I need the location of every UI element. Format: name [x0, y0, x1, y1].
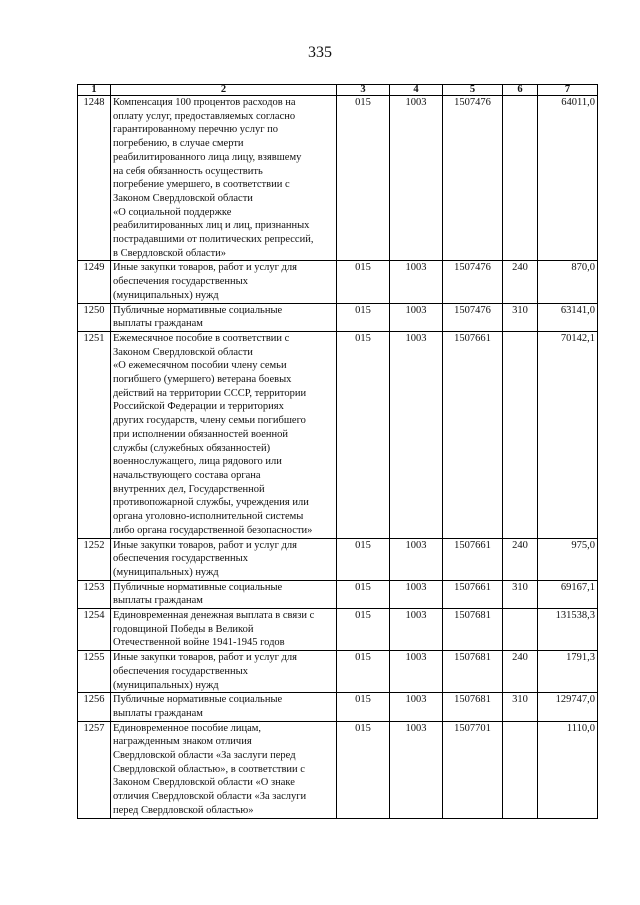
row-number-cell: 1249: [78, 261, 111, 303]
row-name-line: на себя обязанность осуществить: [113, 165, 263, 177]
row-name-line: военнослужащего, лица рядового или: [113, 456, 282, 468]
row-name-cell: [111, 693, 337, 721]
row-amount-cell: 129747,0: [538, 693, 598, 721]
row-col3-cell: 015: [337, 261, 390, 303]
row-name-line: Иные закупки товаров, работ и услуг для: [113, 262, 297, 274]
row-name-line: Свердловской области «За заслуги перед: [113, 750, 296, 762]
table-row: [78, 538, 598, 580]
row-amount-cell: 1110,0: [538, 721, 598, 818]
row-name-cell: [111, 538, 337, 580]
row-col4-cell: 1003: [390, 580, 443, 608]
row-name-cell: [111, 96, 337, 261]
row-name-line: в Свердловской области»: [113, 247, 227, 259]
row-name-line: реабилитированных лиц и лиц, признанных: [113, 220, 310, 232]
row-col5-cell: 1507476: [443, 261, 503, 303]
row-col4-cell: 1003: [390, 303, 443, 331]
row-name-line: либо органа государственной безопасности»: [113, 524, 313, 536]
row-number-cell: 1254: [78, 609, 111, 651]
row-name-line: (муниципальных) нужд: [113, 289, 219, 301]
row-col4-cell: 1003: [390, 331, 443, 538]
row-name-line: Единовременное пособие лицам,: [113, 722, 262, 734]
row-name-line: действий на территории СССР, территории: [113, 387, 307, 399]
row-col3-cell: 015: [337, 693, 390, 721]
row-name-cell: [111, 261, 337, 303]
row-name-line: награжденным знаком отличия: [113, 736, 252, 748]
row-col5-cell: 1507476: [443, 96, 503, 261]
row-name-line: Публичные нормативные социальные: [113, 304, 283, 316]
row-col5-cell: 1507681: [443, 693, 503, 721]
row-name-line: службы (служебных обязанностей): [113, 442, 271, 454]
row-name-line: реабилитированного лица лицу, взявшему: [113, 151, 302, 163]
row-col4-cell: 1003: [390, 96, 443, 261]
page-number: 335: [308, 44, 332, 61]
row-name-line: погребение умершего, в соответствии с: [113, 179, 290, 191]
row-name-line: гарантированному перечню услуг по: [113, 124, 278, 136]
row-col5-cell: 1507661: [443, 331, 503, 538]
row-name-line: оплату услуг, предоставляемых согласно: [113, 110, 296, 122]
table-row: [78, 96, 598, 261]
header-col-5: 5: [443, 85, 503, 96]
row-amount-cell: 131538,3: [538, 609, 598, 651]
header-col-6: 6: [503, 85, 538, 96]
row-name-line: выплаты гражданам: [113, 595, 203, 607]
row-name-line: (муниципальных) нужд: [113, 566, 219, 578]
row-col5-cell: 1507476: [443, 303, 503, 331]
row-name-line: погибшего (умершего) ветерана боевых: [113, 374, 292, 386]
row-col4-cell: 1003: [390, 261, 443, 303]
row-name-line: Иные закупки товаров, работ и услуг для: [113, 652, 297, 664]
row-name-line: Публичные нормативные социальные: [113, 694, 283, 706]
table-row: [78, 651, 598, 693]
row-col6-cell: [503, 331, 538, 538]
row-number-cell: 1251: [78, 331, 111, 538]
row-name-cell: [111, 721, 337, 818]
row-col3-cell: 015: [337, 651, 390, 693]
row-col4-cell: 1003: [390, 651, 443, 693]
row-col4-cell: 1003: [390, 721, 443, 818]
row-name-cell: [111, 303, 337, 331]
row-col5-cell: 1507701: [443, 721, 503, 818]
row-name-line: Законом Свердловской области «О знаке: [113, 777, 295, 789]
row-number-cell: 1257: [78, 721, 111, 818]
row-number-cell: 1252: [78, 538, 111, 580]
row-col3-cell: 015: [337, 609, 390, 651]
row-name-line: Ежемесячное пособие в соответствии с: [113, 332, 290, 344]
header-col-1: 1: [78, 85, 111, 96]
row-col3-cell: 015: [337, 538, 390, 580]
header-col-2: 2: [111, 85, 337, 96]
row-name-line: обеспечения государственных: [113, 276, 248, 288]
row-col4-cell: 1003: [390, 693, 443, 721]
row-name-line: Компенсация 100 процентов расходов на: [113, 97, 296, 108]
row-col3-cell: 015: [337, 580, 390, 608]
row-col6-cell: 310: [503, 693, 538, 721]
row-amount-cell: 975,0: [538, 538, 598, 580]
row-amount-cell: 870,0: [538, 261, 598, 303]
row-col6-cell: [503, 96, 538, 261]
table-row: [78, 261, 598, 303]
row-name-line: выплаты гражданам: [113, 318, 203, 330]
row-col6-cell: 240: [503, 651, 538, 693]
table-row: [78, 609, 598, 651]
row-col6-cell: [503, 721, 538, 818]
row-name-line: Законом Свердловской области: [113, 192, 253, 204]
row-number-cell: 1255: [78, 651, 111, 693]
row-amount-cell: 1791,3: [538, 651, 598, 693]
table-row: [78, 303, 598, 331]
row-amount-cell: 64011,0: [538, 96, 598, 261]
row-col4-cell: 1003: [390, 538, 443, 580]
table-row: [78, 580, 598, 608]
row-name-line: Публичные нормативные социальные: [113, 581, 283, 593]
row-name-line: отличия Свердловской области «За заслуги: [113, 791, 307, 803]
budget-table: [77, 84, 598, 819]
row-name-line: Отечественной войне 1941-1945 годов: [113, 637, 285, 649]
row-name-line: внутренних дел, Государственной: [113, 483, 265, 495]
row-name-line: при исполнении обязанностей военной: [113, 428, 289, 440]
row-name-line: органа уголовно-исполнительной системы: [113, 511, 304, 523]
header-col-3: 3: [337, 85, 390, 96]
row-name-line: (муниципальных) нужд: [113, 679, 219, 691]
row-name-cell: [111, 651, 337, 693]
row-amount-cell: 69167,1: [538, 580, 598, 608]
row-col5-cell: 1507681: [443, 609, 503, 651]
row-name-line: противопожарной службы, учреждения или: [113, 497, 309, 509]
row-name-line: перед Свердловской областью»: [113, 804, 254, 816]
row-name-line: обеспечения государственных: [113, 553, 248, 565]
row-name-line: обеспечения государственных: [113, 665, 248, 677]
row-col6-cell: 240: [503, 261, 538, 303]
row-amount-cell: 63141,0: [538, 303, 598, 331]
row-number-cell: 1248: [78, 96, 111, 261]
row-name-cell: [111, 609, 337, 651]
row-col5-cell: 1507681: [443, 651, 503, 693]
row-name-cell: [111, 580, 337, 608]
row-col5-cell: 1507661: [443, 538, 503, 580]
header-col-4: 4: [390, 85, 443, 96]
row-col3-cell: 015: [337, 303, 390, 331]
header-col-7: 7: [538, 85, 598, 96]
row-name-cell: [111, 331, 337, 538]
row-name-line: выплаты гражданам: [113, 707, 203, 719]
row-name-line: погребению, в случае смерти: [113, 138, 244, 150]
row-col4-cell: 1003: [390, 609, 443, 651]
row-number-cell: 1250: [78, 303, 111, 331]
table-row: [78, 721, 598, 818]
row-name-line: Законом Свердловской области: [113, 346, 253, 358]
row-name-line: Иные закупки товаров, работ и услуг для: [113, 539, 297, 551]
row-name-line: начальствующего состава органа: [113, 469, 261, 481]
row-col3-cell: 015: [337, 96, 390, 261]
row-col3-cell: 015: [337, 721, 390, 818]
row-number-cell: 1253: [78, 580, 111, 608]
row-name-line: Российской Федерации и территориях: [113, 401, 284, 413]
row-name-line: годовщиной Победы в Великой: [113, 623, 254, 635]
row-name-line: Единовременная денежная выплата в связи с: [113, 610, 315, 622]
row-name-line: других государств, члену семьи погибшего: [113, 415, 306, 427]
row-col6-cell: 310: [503, 580, 538, 608]
row-col6-cell: 310: [503, 303, 538, 331]
row-col6-cell: [503, 609, 538, 651]
row-name-line: «О ежемесячном пособии члену семьи: [113, 360, 287, 372]
row-col3-cell: 015: [337, 331, 390, 538]
row-number-cell: 1256: [78, 693, 111, 721]
header-row: [78, 85, 598, 96]
row-col6-cell: 240: [503, 538, 538, 580]
row-col5-cell: 1507661: [443, 580, 503, 608]
row-amount-cell: 70142,1: [538, 331, 598, 538]
row-name-line: «О социальной поддержке: [113, 206, 232, 218]
row-name-line: Свердловской областью», в соответствии с: [113, 763, 305, 775]
row-name-line: пострадавшими от политических репрессий,: [113, 234, 314, 246]
table-row: [78, 331, 598, 538]
table-row: [78, 693, 598, 721]
